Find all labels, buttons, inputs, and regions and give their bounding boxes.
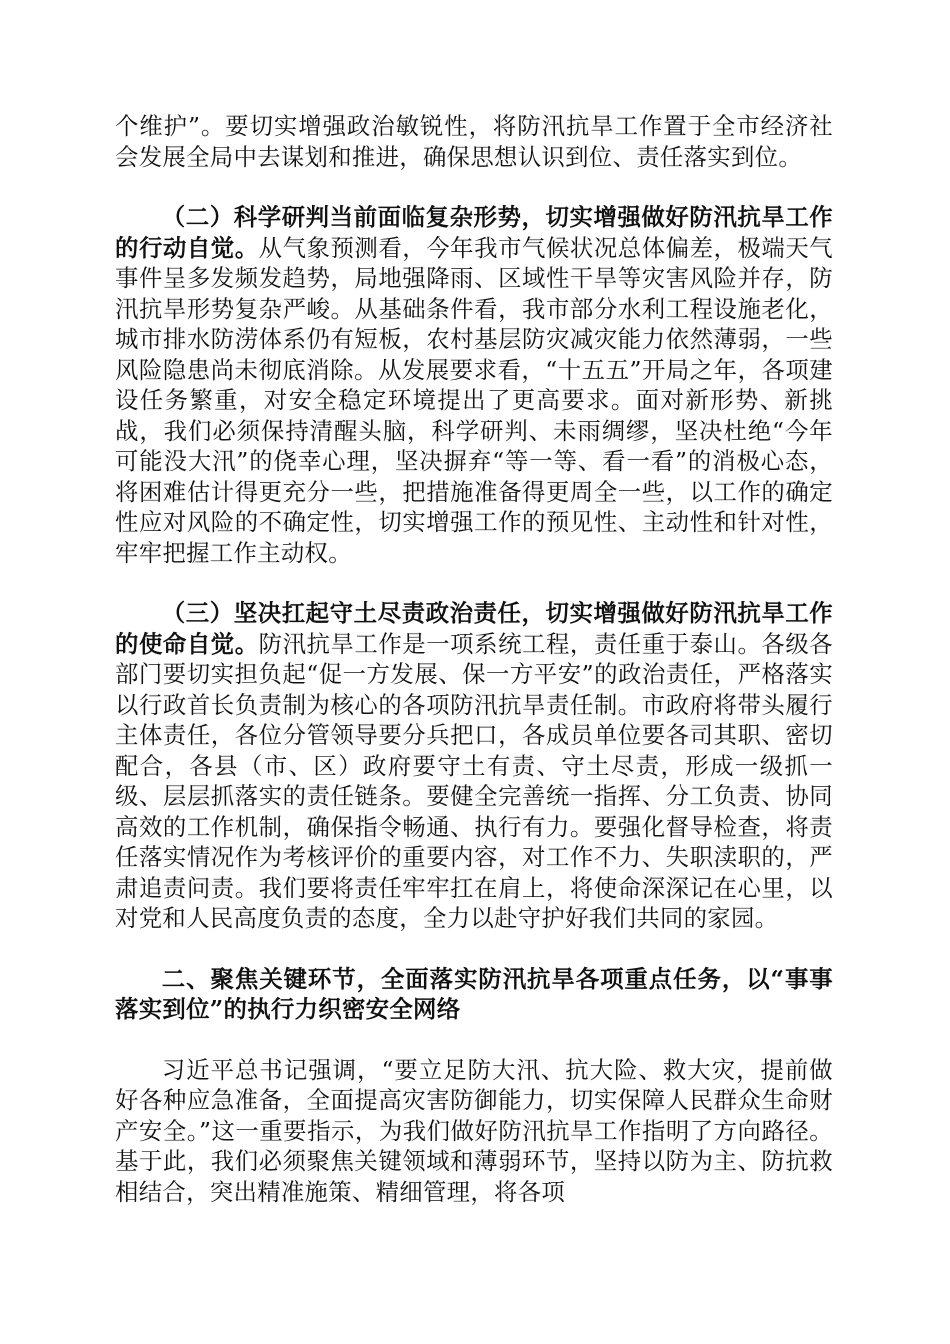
paragraph-continuation: 个维护”。要切实增强政治敏锐性，将防汛抗旱工作置于全市经济社会发展全局中去谋划和推进，确保思想认识到位、责任落实到位。: [115, 112, 833, 171]
paragraph-section-2-intro: 习近平总书记强调，“要立足防大汛、抗大险、救大灾，提前做好各种应急准备，全面提高灾害防御能力，切实保障人民群众生命财产安全。”这一重要指示，为我们做好防汛抗旱工作指明了方向路径。基于此，我们必须聚焦关键领域和薄弱环节，坚持以防为主、防抗救相结合，突出精准施策、精细管理，将各项: [115, 1055, 833, 1206]
subsection-3-body: 防汛抗旱工作是一项系统工程，责任重于泰山。各级各部门要切实担负起“促一方发展、保一方平安”的政治责任，严格落实以行政首长负责制为核心的各项防汛抗旱责任制。市政府将带头履行主体责任，各位分管领导要分兵把口，各成员单位要各司其职、密切配合，各县（市、区）政府要守土有责、守土尽责，形成一级抓一级、层层抓落实的责任链条。要健全完善统一指挥、分工负责、协同高效的工作机制，确保指令畅通、执行有力。要强化督导检查，将责任落实情况作为考核评价的重要内容，对工作不力、失职渎职的，严肃追责问责。我们要将责任牢牢扛在肩上，将使命深深记在心里，以对党和人民高度负责的态度，全力以赴守护好我们共同的家园。: [115, 629, 833, 932]
subsection-2-body: 从气象预测看，今年我市气候状况总体偏差，极端天气事件呈多发频发趋势，局地强降雨、区域性干旱等灾害风险并存，防汛抗旱形势复杂严峻。从基础条件看，我市部分水利工程设施老化，城市排水防涝体系仍有短板，农村基层防灾减灾能力依然薄弱，一些风险隐患尚未彻底消除。从发展要求看，“十五五”开局之年，各项建设任务繁重，对安全稳定环境提出了更高要求。面对新形势、新挑战，我们必须保持清醒头脑，科学研判、未雨绸缪，坚决杜绝“今年可能没大汛”的侥幸心理，坚决摒弃“等一等、看一看”的消极心态，将困难估计得更充分一些，把措施准备得更周全一些，以工作的确定性应对风险的不确定性，切实增强工作的预见性、主动性和针对性，牢牢把握工作主动权。: [115, 233, 833, 567]
document-page: [115, 111, 833, 1207]
paragraph-gap: [115, 1025, 833, 1055]
paragraph-subsection-3: [115, 598, 833, 934]
subsection-3-heading: （三）坚决扛起守土尽责政治责任，切实增强做好防汛抗旱工作的使命自觉。: [115, 599, 833, 658]
paragraph-gap: [115, 568, 833, 598]
paragraph-gap: [115, 934, 833, 964]
paragraph-subsection-2: [115, 202, 833, 568]
section-2-heading: 二、聚焦关键环节，全面落实防汛抗旱各项重点任务，以“事事落实到位”的执行力织密安全网络: [115, 964, 833, 1023]
paragraph-gap: [115, 172, 833, 202]
subsection-2-heading: （二）科学研判当前面临复杂形势，切实增强做好防汛抗旱工作的行动自觉。: [115, 203, 833, 262]
